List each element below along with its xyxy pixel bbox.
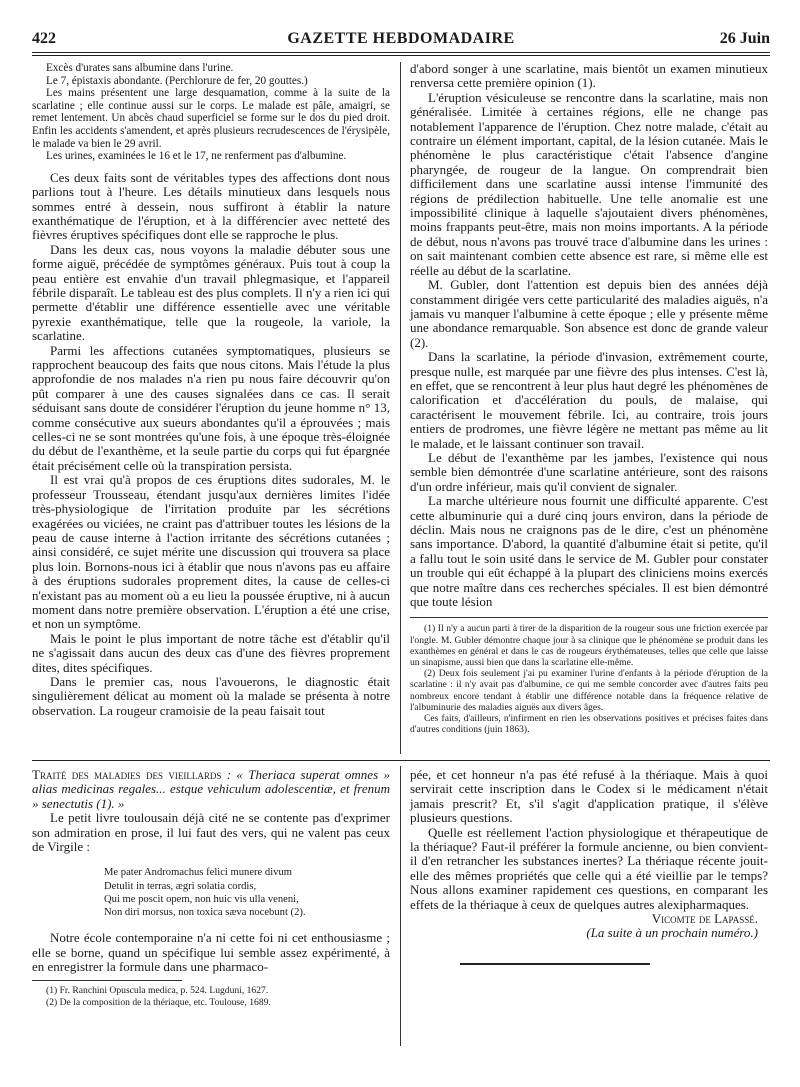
paragraph: M. Gubler, dont l'attention est depuis bien des années déjà constamment dirigée vers cette particularité des maladies aiguës, n'a jamais vu manquer l'albumine à cette époque ; elle y présente même une abondance remarquable. Son absence est donc de grande valeur (2). [410, 277, 768, 350]
paragraph: Dans les deux cas, nous voyons la maladie débuter sous une forme aiguë, précédée de symptômes généraux. Puis tout à coup la peau entière est envahie d'un travail phlegmasique, et l'appareil fébrile disparaît. Le tableau est des plus complets. Il n'y a rien ici qui permette d'établir une différence essentielle avec une véritable pyrexie exanthématique, telle que la rougeole, la variole, la scarlatine. [32, 241, 390, 344]
paragraph: Le petit livre toulousain déjà cité ne se contente pas d'exprimer son admiration en prose, il lui faut des vers, qui ne valent pas ceux de Virgile : [32, 810, 390, 855]
section-rule [32, 760, 770, 761]
paragraph: Mais le point le plus important de notre tâche est d'établir qu'il ne s'agissait dans aucun des deux cas d'une des fièvres proprement dites, dites spécifiques. [32, 630, 390, 675]
case-notes [32, 62, 390, 163]
case-note: Le 7, épistaxis abondante. (Perchlorure de fer, 20 gouttes.) [46, 74, 308, 87]
paragraph: Il est vrai qu'à propos de ces éruptions dites sudorales, M. le professeur Trousseau, étendant jusqu'aux dernières limites l'idée très-physiologique de l'irritation produite par les sécrétions exagérées ou viciées, ne craint pas d'attribuer toutes les lésions de la peau de cause interne à l'action irritante des sécrétions cutanées ; ainsi considéré, ce sujet mérite une discussion qui trouvera sa place plus loin. Bornons-nous ici à établir que nous n'avons pas eu affaire à des éruptions sudorales proprement dites, la cause de celles-ci n'existant pas au moment où a eu lieu la poussée éruptive, ni à aucun moment dans notre première observation. L'éruption a été une crise, et non un symptôme. [32, 472, 390, 632]
end-rule [460, 963, 650, 965]
top-right-column [410, 62, 768, 735]
treatise-title: Traité des maladies des vieillards [32, 767, 222, 782]
latin-quote: : « Theriaca superat omnes » alias medicinas regales... estque vehiculum adolescentiæ, et frenum » senectutis (1). » [32, 767, 390, 811]
footnote: Ces faits, d'ailleurs, n'infirment en rien les observations positives et précises faites dans d'autres conditions (juin 1863). [410, 713, 768, 736]
author-signature: Vicomte de Lapassé. [651, 911, 758, 927]
paragraph: Dans la scarlatine, la période d'invasion, extrêmement courte, presque nulle, est marquée par une fièvre des plus intenses. C'est là, en effet, que se rencontrent à leur plus haut degré les phénomènes de calorification et d'accélération du pouls, de malaise, qui caractérisent le mouvement fébrile. Ici, au contraire, trois jours entiers de prodromes, une fièvre légère ne mettant pas même au lit le malade, et le laissant continuer son travail. [410, 349, 768, 451]
page-number: 422 [32, 30, 56, 47]
header-rule-double [32, 55, 770, 56]
footnote-rule [32, 980, 182, 981]
latin-poem [104, 866, 390, 919]
footnote: (1) Fr. Ranchini Opuscula medica, p. 524. Lugduni, 1627. [46, 985, 269, 997]
footnote: (2) De la composition de la thériaque, etc. Toulouse, 1689. [46, 996, 271, 1008]
poem-line: Me pater Andromachus felici munere divum [104, 867, 292, 879]
paragraph: Parmi les affections cutanées symptomatiques, plusieurs se rapprochent beaucoup des faits que nous citons. Mais l'étude la plus approfondie de nos malades n'a rien pu nous faire découvrir qu'on pût comparer à une des causes signalées dans ce cas. Il serait séduisant sans doute de considérer l'éruption du jeune homme n° 13, comme consécutive aux sueurs abondantes qu'il a éprouvées ; mais celles-ci ne se sont montrées qu'une fois, à une époque très-éloignée du début de l'exanthème, et la seule partie du corps qui fut épargnée était précisément celle où la transpiration persista. [32, 342, 390, 473]
case-note: Les mains présentent une large desquamation, comme à la suite de la scarlatine ; elle continue aussi sur le corps. Le malade est pâle, amaigri, se remet lentement. Un abcès chaud superficiel se forme sur le dos du pied droit. Enfin les accidents s'amendent, et après plusieurs recrudescences de l'érysipèle, le malade va bien le 29 avril. [32, 87, 390, 150]
paragraph: La marche ultérieure nous fournit une difficulté apparente. C'est cette albuminurie qui a duré cinq jours environ, dans la période de déclin. Mais nous ne craignons pas de le dire, c'est un phénomène sans importance. D'abord, la quantité d'albumine était si petite, qu'il a fallu tout le soin usité dans le service de M. Gubler pour constater un trouble qui eût échappé à la plupart des cliniciens moins exercés que notre maître dans ces recherches spéciales. Il est bien démontré que toute lésion [410, 493, 768, 610]
running-header [32, 30, 770, 48]
poem-line: Non diri morsus, non toxica sæva nocebunt (2). [104, 907, 306, 919]
paragraph: pée, et cet honneur n'a pas été refusé à la thériaque. Mais à quoi servirait cette inscription dans le Codex si le médicament n'était jamais prescrit? Et, s'il s'agit d'application pratique, il s'élève plusieurs questions. [410, 767, 768, 826]
poem-line: Qui me poscit opem, non huic vis ulla veneni, [104, 893, 299, 905]
paragraph: Le début de l'exanthème par les jambes, l'existence qui nous semble bien démontrée d'une scarlatine antérieure, sont des raisons d'un ordre inférieur, mais qu'il convient de signaler. [410, 449, 768, 494]
paragraph: Quelle est réellement l'action physiologique et thérapeutique de la thériaque? Faut-il préférer la formule ancienne, ou bien convient-il d'en retrancher les substances inertes? La thériaque récente jouit-elle des mêmes propriétés que celle qui a été vieillie par le temps? Nous allons examiner rapidement ces questions, en comparant les effets de la thériaque à ceux de quelques autres alexipharmaques. [410, 824, 768, 912]
column-divider [400, 766, 401, 1046]
case-note: Excès d'urates sans albumine dans l'urine. [46, 62, 234, 74]
header-rule [32, 52, 770, 53]
paragraph: Ces deux faits sont de véritables types des affections dont nous parlions tout à l'heure. Les détails minutieux dans lesquels nous sommes entré à dessein, nous suffiront à établir la nature exanthématique de l'éruption, et à la différencier avec netteté des fièvres éruptives spécifiques dont elle se rapproche le plus. [32, 169, 390, 243]
paragraph: L'éruption vésiculeuse se rencontre dans la scarlatine, mais non généralisée. Limitée à certaines régions, elle ne change pas notablement l'apparence de l'éruption. Chez notre malade, c'était au contraire un élément important, capital, de la lésion cutanée. Mais le phénomène le plus caractéristique c'était l'absence d'angine pharyngée, de rougeur de la langue. On comprendrait bien difficilement dans une scarlatine aussi intense l'immunité des régions de prédilection habituelle. Une telle anomalie est une impossibilité clinique à laquelle s'ajoutaient divers phénomènes, moins frappants peut-être, mais non moins importants. A la période de début, nous n'avons pas trouvé trace d'albumine dans les urines : on sait maintenant combien cette absence est rare, si même elle est réelle au début de la scarlatine. [410, 89, 768, 278]
paragraph: d'abord songer à une scarlatine, mais bientôt un examen minutieux renversa cette première opinion (1). [410, 61, 768, 91]
poem-line: Detulit in terras, ægri solatia cordis, [104, 880, 257, 892]
journal-title: GAZETTE HEBDOMADAIRE [287, 30, 515, 47]
continuation-note: (La suite à un prochain numéro.) [586, 925, 758, 941]
bottom-right-column [410, 768, 768, 965]
footnotes [32, 985, 390, 1007]
case-note: Les urines, examinées le 16 et le 17, ne renferment pas d'albumine. [46, 150, 347, 163]
footnotes [410, 623, 768, 735]
column-divider [400, 62, 401, 754]
footnote: (2) Deux fois seulement j'ai pu examiner l'urine d'enfants à la période d'éruption de la scarlatine : il n'y avait pas d'albumine, ce qui me semble concorder avec d'autres faits peu nombreux encore tendant à établir une différence notable dans la fréquence relative de l'albuminurie des maladies aiguës aux divers âges. [410, 668, 768, 713]
paragraph: Dans le premier cas, nous l'avouerons, le diagnostic était singulièrement délicat au moment où la malade se présenta à notre observation. La rougeur cramoisie de la peau faisait tout [32, 673, 390, 718]
top-left-column [32, 62, 390, 718]
issue-date: 26 Juin [719, 30, 770, 47]
footnote-rule [410, 617, 768, 618]
footnote: (1) Il n'y a aucun parti à tirer de la disparition de la rougeur sous une friction exercée par l'ongle. M. Gubler démontre chaque jour à sa clinique que le phénomène se produit dans les exanthèmes en général et dans le cas de rougeurs érythémateuses, telles que celle que laisse un sinapisme, aussi bien que dans la scarlatine elle-même. [410, 623, 768, 669]
intro-paragraph [32, 768, 390, 811]
paragraph: Notre école contemporaine n'a ni cette foi ni cet enthousiasme ; elle se borne, quand un spécifique lui semble assez expérimenté, à en enregistrer la formule dans une pharmaco- [32, 930, 390, 975]
bottom-left-column [32, 768, 390, 1008]
